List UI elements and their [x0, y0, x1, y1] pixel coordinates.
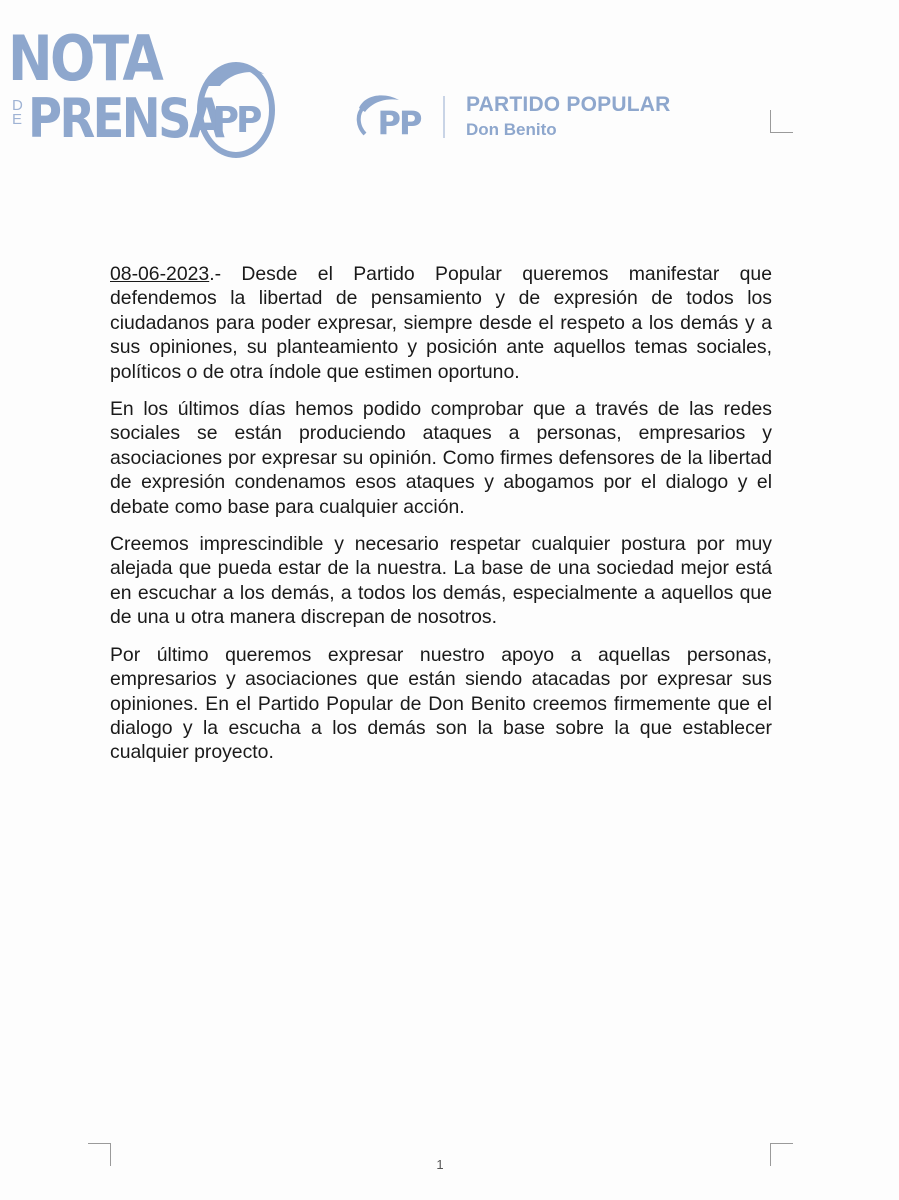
paragraph-4: Por último queremos expresar nuestro apoyo a aquellas personas, empresarios y asociaciones que están siendo atacadas por expresar sus opiniones. En el Partido Popular de Don Benito creemos firmemente que el dialogo y la escucha a los demás son la base sobre la que establecer cualquier proyecto.: [110, 643, 772, 764]
crop-mark-bottom-left: [88, 1143, 111, 1166]
paragraph-3: Creemos imprescindible y necesario respetar cualquier postura por muy alejada que pueda estar de la nuestra. La base de una sociedad mejor está en escuchar a los demás, a todos los demás, especialmente a aquellos que de una u otra manera discrepan de nosotros.: [110, 533, 772, 629]
paragraph-1-text: .- Desde el Partido Popular queremos manifestar que defendemos la libertad de pensamiento y de expresión de todos los ciudadanos para poder expresar, siempre desde el respeto a los demás y a sus opiniones, su planteamiento y posición ante aquellos temas sociales, políticos o de otra índole que estimen oportuno.: [110, 263, 772, 383]
pp-seagull-logo-icon: [194, 56, 278, 160]
logo-word-de: DE: [12, 97, 23, 128]
party-mark-text: PP: [377, 104, 421, 138]
nota-de-prensa-logo: [8, 22, 278, 150]
press-release-body: [110, 262, 772, 778]
paragraph-2: En los últimos días hemos podido comprobar que a través de las redes sociales se están produciendo ataques a personas, empresarios y asociaciones por expresar su opinión. Como firmes defensores de la libertad de expresión condenamos esos ataques y abogamos por el dialogo y el debate como base para cualquier acción.: [110, 398, 772, 518]
logo-mark-text: PP: [212, 100, 260, 141]
pp-party-icon: [355, 92, 435, 138]
logo-word-nota: NOTA: [8, 22, 162, 95]
release-date: 08-06-2023: [110, 263, 210, 285]
crop-mark-bottom-right: [770, 1143, 793, 1166]
header-divider: [443, 96, 445, 138]
party-city: Don Benito: [466, 120, 557, 139]
party-name: PARTIDO POPULAR: [466, 93, 671, 116]
crop-mark-top-right: [770, 110, 793, 133]
page-number: 1: [436, 1157, 444, 1172]
logo-word-prensa: PRENSA: [28, 87, 223, 150]
paragraph-1: [110, 262, 772, 384]
